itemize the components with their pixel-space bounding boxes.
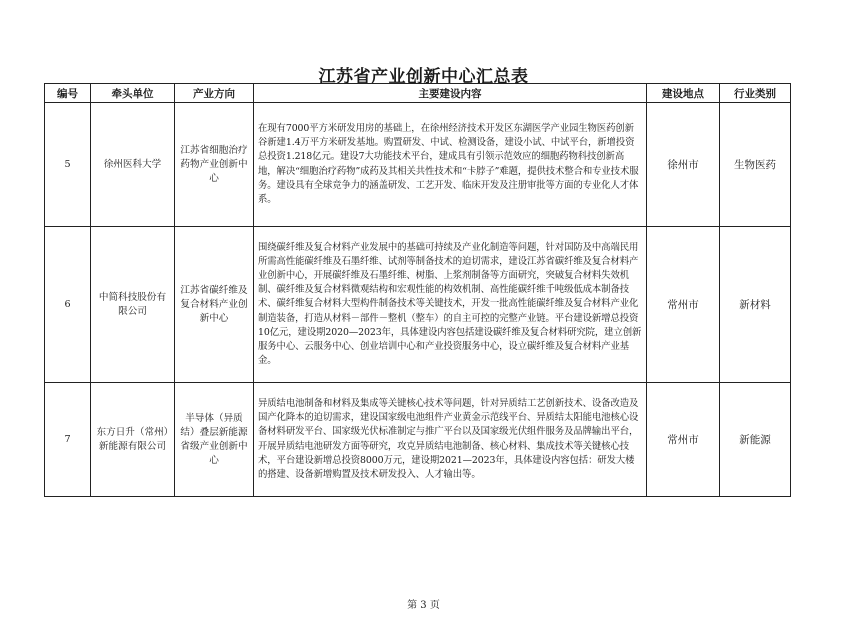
header-location: 建设地点: [647, 84, 720, 103]
row-location: 常州市: [647, 227, 720, 383]
table-header-row: [45, 84, 791, 103]
table-row: [45, 383, 791, 497]
row-num: 5: [45, 103, 91, 227]
row-num: 7: [45, 383, 91, 497]
row-direction: 半导体（异质结）叠层新能源省级产业创新中心: [175, 383, 254, 497]
table-row: [45, 227, 791, 383]
summary-table: [44, 83, 791, 497]
row-location: 徐州市: [647, 103, 720, 227]
row-direction: 江苏省碳纤维及复合材料产业创新中心: [175, 227, 254, 383]
row-unit: 中简科技股份有限公司: [91, 227, 175, 383]
page-title: 江苏省产业创新中心汇总表: [318, 67, 529, 87]
row-content: 在现有7000平方米研发用房的基础上，在徐州经济技术开发区东湖医学产业园生物医药创新谷新建1.4万平方米研发基地。购置研发、中试、检测设备，建设小试、中试平台，新增投资总投资1.218亿元。建设7大功能技术平台，建成具有引领示范效应的细胞药物科技创新高地，解决“细胞治疗药物”成药及其相关共性技术和“卡脖子”难题，提供技术整合和专业技术服务。建设具有全球竞争力的涵盖研发、工艺开发、临床开发及注册审批等方面的专业化人才体系。: [254, 103, 647, 227]
row-unit: 徐州医科大学: [91, 103, 175, 227]
row-unit: 东方日升（常州）新能源有限公司: [91, 383, 175, 497]
header-content: 主要建设内容: [254, 84, 647, 103]
row-content: 围绕碳纤维及复合材料产业发展中的基础可持续及产业化制造等问题，针对国防及中高端民用所需高性能碳纤维及石墨纤维、试剂等制备技术的迫切需求，建设江苏省碳纤维及复合材料产业创新中心，开展碳纤维及石墨纤维、树脂、上浆剂制备等方面研究，突破复合材料失效机制、碳纤维及复合材料微观结构和宏观性能的构效机制、高性能碳纤维千吨级低成本制备技术、碳纤维复合材料大型构件制备技术等关键技术，开发一批高性能碳纤维及复合材料产业化制造装备，打造从材料－部件－整机（整车）的自主可控的完整产业链。平台建设新增总投资10亿元，建设期2020—2023年，具体建设内容包括建设碳纤维及复合材料研究院，建立创新服务中心、云服务中心、创业培训中心和产业投资服务中心，设立碳纤维及复合材料产业基金。: [254, 227, 647, 383]
row-content: 异质结电池制备和材料及集成等关键核心技术等问题，针对异质结工艺创新技术、设备改造及国产化降本的迫切需求，建设国家级电池组件产业黄金示范线平台、异质结太阳能电池核心设备材料研发平台、国家级光伏标准制定与推广平台以及国家级光伏组件服务及品牌输出平台，开展异质结电池研发方面等研究，攻克异质结电池制备、核心材料、集成技术等关键核心技术，平台建设新增总投资8000万元，建设期2021—2023年，具体建设内容包括：研发大楼的搭建、设备新增购置及技术研发投入、人才输出等。: [254, 383, 647, 497]
header-unit: 牵头单位: [91, 84, 175, 103]
row-category: 生物医药: [720, 103, 791, 227]
row-num: 6: [45, 227, 91, 383]
row-direction: 江苏省细胞治疗药物产业创新中心: [175, 103, 254, 227]
header-num: 编号: [45, 84, 91, 103]
header-category: 行业类别: [720, 84, 791, 103]
table-row: [45, 103, 791, 227]
row-location: 常州市: [647, 383, 720, 497]
row-category: 新能源: [720, 383, 791, 497]
page-number: 第 3 页: [407, 600, 440, 611]
row-category: 新材料: [720, 227, 791, 383]
header-direction: 产业方向: [175, 84, 254, 103]
